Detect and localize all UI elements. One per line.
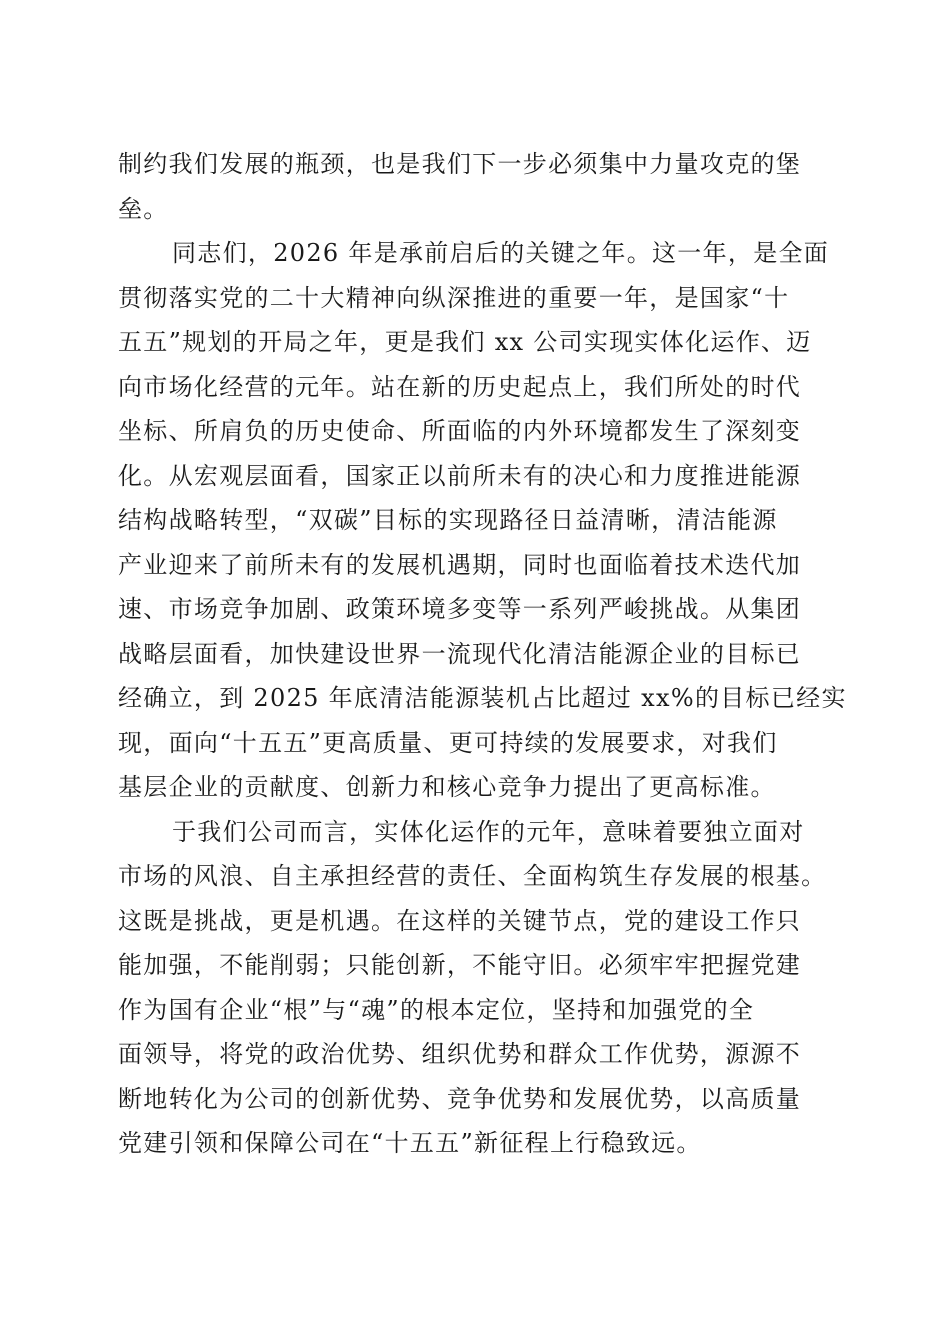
text-line: 市场的风浪、自主承担经营的责任、全面构筑生存发展的根基。 — [118, 862, 827, 890]
text-line: 产业迎来了前所未有的发展机遇期，同时也面临着技术迭代加 — [118, 550, 802, 579]
text-line: 能加强，不能削弱；只能创新，不能守旧。必须牢牢把握党建 — [118, 951, 802, 979]
text-line: 化。从宏观层面看，国家正以前所未有的决心和力度推进能源 — [118, 461, 802, 490]
text-line: 速、市场竞争加剧、政策环境多变等一系列严峻挑战。从集团 — [118, 595, 802, 623]
text-line: 作为国有企业“根”与“魂”的根本定位，坚持和加强党的全 — [118, 995, 755, 1024]
text-line: 经确立，到 2025 年底清洁能源装机占比超过 xx%的目标已经实 — [118, 684, 847, 712]
text-line: 面领导，将党的政治优势、组织优势和群众工作优势，源源不 — [118, 1040, 802, 1068]
text-line: 党建引领和保障公司在“十五五”新征程上行稳致远。 — [118, 1129, 702, 1157]
text-line: 基层企业的贡献度、创新力和核心竞争力提出了更高标准。 — [118, 773, 776, 801]
text-line: 战略层面看，加快建设世界一流现代化清洁能源企业的目标已 — [118, 639, 802, 668]
text-line: 向市场化经营的元年。站在新的历史起点上，我们所处的时代 — [118, 372, 802, 401]
text-line: 结构战略转型，“双碳”目标的实现路径日益清晰，清洁能源 — [118, 506, 778, 534]
paragraph-start-line: 于我们公司而言，实体化运作的元年，意味着要独立面对 — [172, 817, 805, 846]
text-line: 垒。 — [118, 194, 169, 223]
text-line: 制约我们发展的瓶颈，也是我们下一步必须集中力量攻克的堡 — [118, 150, 802, 178]
text-line: 这既是挑战，更是机遇。在这样的关键节点，党的建设工作只 — [118, 906, 802, 935]
text-line: 坐标、所肩负的历史使命、所面临的内外环境都发生了深刻变 — [118, 417, 802, 445]
text-line: 五五”规划的开局之年，更是我们 xx 公司实现实体化运作、迈 — [118, 328, 812, 356]
text-line: 贯彻落实党的二十大精神向纵深推进的重要一年，是国家“十 — [118, 283, 790, 312]
text-line: 现，面向“十五五”更高质量、更可持续的发展要求，对我们 — [118, 728, 778, 757]
body-text — [118, 142, 847, 1166]
text-line: 断地转化为公司的创新优势、竞争优势和发展优势，以高质量 — [118, 1084, 802, 1113]
paragraph-start-line: 同志们，2026 年是承前启后的关键之年。这一年，是全面 — [172, 239, 830, 267]
